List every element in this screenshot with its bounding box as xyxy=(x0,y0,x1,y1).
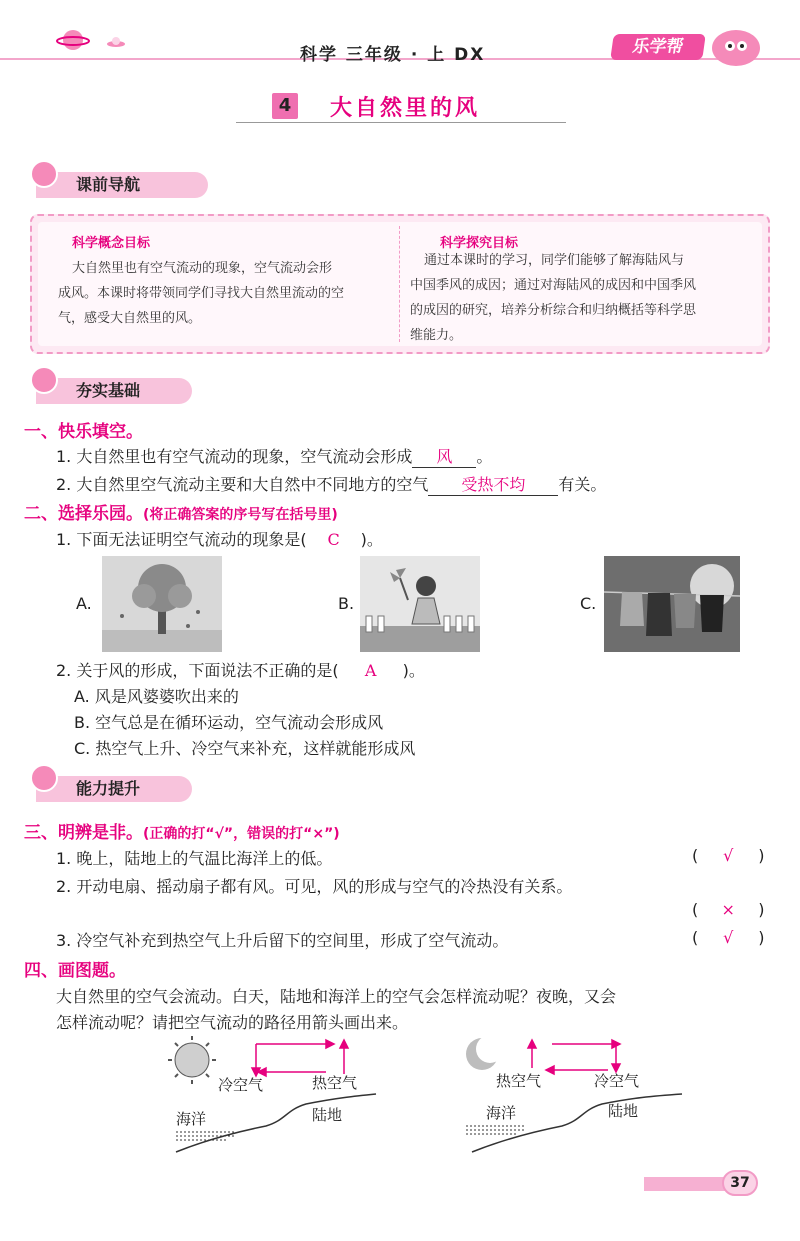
section-banner-basics xyxy=(36,378,192,404)
concept-line: 气，感受大自然里的风。 xyxy=(58,311,202,326)
tree-leaves-picture[interactable] xyxy=(102,556,222,652)
day-sea-label: 海洋 xyxy=(176,1110,207,1128)
q3-item2-answer: × xyxy=(721,900,735,919)
objectives-divider xyxy=(399,226,400,342)
q2-heading-text: 二、选择乐园。 xyxy=(24,504,143,524)
paren-close: ) xyxy=(758,928,765,947)
q2-item2-answer[interactable]: A xyxy=(364,661,377,680)
sun-icon xyxy=(168,1036,216,1084)
section-title: 能力提升 xyxy=(76,779,141,798)
page-number: 37 xyxy=(722,1170,758,1196)
q1-item2-end: 有关。 xyxy=(558,475,607,494)
inquiry-line: 通过本课时的学习，同学们能够了解海陆风与 xyxy=(424,253,685,268)
day-hot-air-label: 热空气 xyxy=(312,1074,358,1092)
brand-logo: 乐学帮 xyxy=(610,34,706,60)
inquiry-line: 中国季风的成因；通过对海陆风的成因和中国季风 xyxy=(410,278,697,293)
q1-item1-end: 。 xyxy=(476,447,493,466)
option-a-label: A. xyxy=(76,594,92,613)
q4-line: 大自然里的空气会流动。白天，陆地和海洋上的空气会怎样流动呢？夜晚，又会 xyxy=(56,987,617,1006)
q3-note: (正确的打“√”，错误的打“×”) xyxy=(143,826,340,842)
concept-line: 成风。本课时将带领同学们寻找大自然里流动的空 xyxy=(58,286,345,301)
q2-item1-end: )。 xyxy=(360,530,383,549)
inquiry-goal-heading: 科学探究目标 xyxy=(440,236,519,251)
q1-item2-answer[interactable]: 受热不均 xyxy=(428,472,558,496)
option-c-label: C. xyxy=(580,594,597,613)
planet-icon xyxy=(56,28,90,52)
inquiry-line: 的成因的研究，培养分析综合和归纳概括等科学思 xyxy=(410,303,697,318)
q2-option-b[interactable]: B. 空气总是在循环运动，空气流动会形成风 xyxy=(74,713,384,732)
inquiry-goal-text xyxy=(410,248,760,348)
q1-item2 xyxy=(56,472,776,496)
day-diagram[interactable] xyxy=(166,1034,386,1158)
q3-item2-judgement[interactable] xyxy=(692,900,774,919)
q2-item2 xyxy=(56,658,425,681)
section-banner-preview xyxy=(36,172,208,198)
q3-item1: 1. 晚上，陆地上的气温比海洋上的低。 xyxy=(56,849,333,868)
section-banner-advance xyxy=(36,776,192,802)
q2-heading xyxy=(24,499,338,524)
inquiry-line: 维能力。 xyxy=(410,328,463,343)
q2-option-a[interactable]: A. 风是风婆婆吹出来的 xyxy=(74,687,239,706)
option-b-label: B. xyxy=(338,594,355,613)
ufo-icon xyxy=(106,34,126,48)
night-cold-air-label: 冷空气 xyxy=(594,1072,640,1090)
rabbit-icon xyxy=(30,160,58,188)
q3-heading-text: 三、明辨是非。 xyxy=(24,823,143,843)
girl-icon xyxy=(30,764,58,792)
paren-close: ) xyxy=(758,846,765,865)
lesson-title: 大自然里的风 xyxy=(330,96,481,121)
day-land-label: 陆地 xyxy=(312,1106,343,1124)
q3-item1-judgement[interactable] xyxy=(692,846,774,865)
q2-item2-end: )。 xyxy=(402,661,425,680)
girl-pinwheel-picture[interactable] xyxy=(360,556,480,652)
q2-item2-prompt: 2. 关于风的形成，下面说法不正确的是( xyxy=(56,661,339,680)
q1-item1-answer[interactable]: 风 xyxy=(412,444,476,468)
section-title: 夯实基础 xyxy=(76,381,141,400)
q2-item1-prompt: 1. 下面无法证明空气流动的现象是( xyxy=(56,530,307,549)
night-sea-label: 海洋 xyxy=(486,1104,517,1122)
q1-item1 xyxy=(56,444,776,468)
day-cold-air-label: 冷空气 xyxy=(218,1076,264,1094)
q2-option-c[interactable]: C. 热空气上升、冷空气来补充，这样就能形成风 xyxy=(74,739,416,758)
q4-heading: 四、画图题。 xyxy=(24,961,126,981)
q3-item3-judgement[interactable] xyxy=(692,928,774,947)
q3-heading xyxy=(24,818,340,843)
concept-goal-heading: 科学概念目标 xyxy=(72,236,151,251)
q4-line: 怎样流动呢？请把空气流动的路径用箭头画出来。 xyxy=(56,1013,409,1032)
q3-item2: 2. 开动电扇、摇动扇子都有风。可见，风的形成与空气的冷热没有关系。 xyxy=(56,877,573,896)
cat-icon xyxy=(30,366,58,394)
paren-open: ( xyxy=(692,900,699,919)
title-underline xyxy=(236,122,566,123)
footer-bar xyxy=(644,1177,730,1191)
q3-item3-answer: √ xyxy=(723,928,734,947)
concept-goal-text xyxy=(58,256,392,331)
q2-note: (将正确答案的序号写在括号里) xyxy=(143,507,338,523)
moon-icon xyxy=(466,1035,504,1070)
q4-instruction xyxy=(56,984,776,1036)
clothes-line-picture[interactable] xyxy=(604,556,740,652)
night-diagram[interactable] xyxy=(462,1034,692,1158)
header-title: 科学 三年级 · 上 DX xyxy=(300,45,486,65)
q1-heading: 一、快乐填空。 xyxy=(24,422,143,442)
night-land-label: 陆地 xyxy=(608,1102,639,1120)
q2-item1 xyxy=(56,527,383,550)
paren-open: ( xyxy=(692,928,699,947)
lesson-number: 4 xyxy=(272,93,298,119)
paren-close: ) xyxy=(758,900,765,919)
paren-open: ( xyxy=(692,846,699,865)
mascot-icon xyxy=(706,24,766,68)
section-title: 课前导航 xyxy=(76,175,141,194)
q3-item3: 3. 冷空气补充到热空气上升后留下的空间里，形成了空气流动。 xyxy=(56,931,509,950)
night-hot-air-label: 热空气 xyxy=(496,1072,542,1090)
q2-item1-answer[interactable]: C xyxy=(327,530,340,549)
q3-item1-answer: √ xyxy=(723,846,734,865)
q1-item2-prompt: 2. 大自然里空气流动主要和大自然中不同地方的空气 xyxy=(56,475,429,494)
q1-item1-prompt: 1. 大自然里也有空气流动的现象，空气流动会形成 xyxy=(56,447,413,466)
concept-line: 大自然里也有空气流动的现象，空气流动会形 xyxy=(72,261,333,276)
